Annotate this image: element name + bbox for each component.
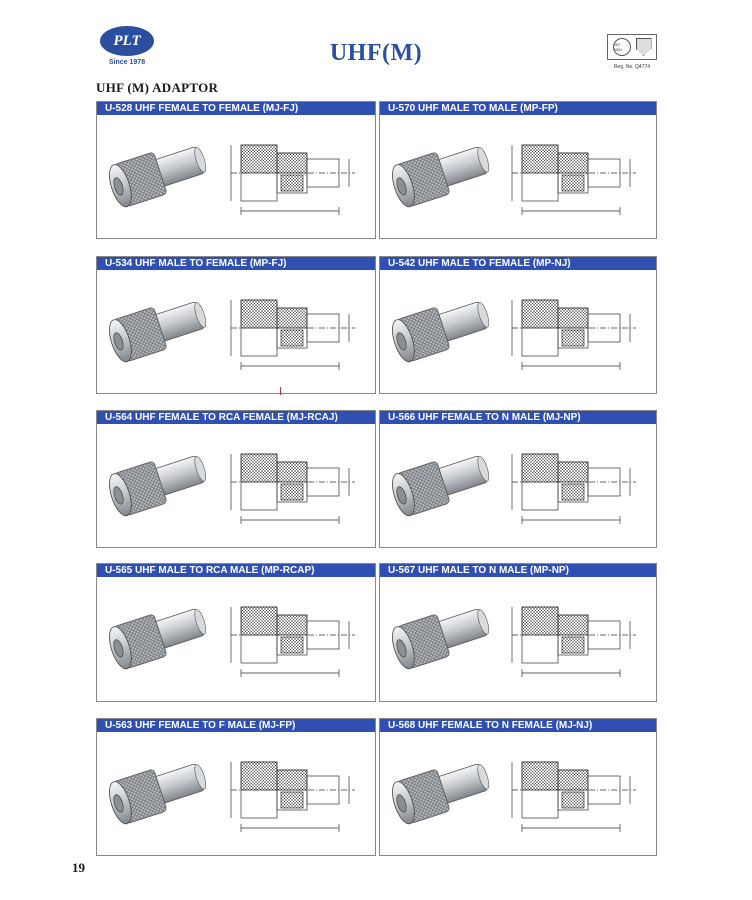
product-body <box>97 270 375 393</box>
product-body <box>380 732 656 855</box>
product-body <box>97 115 375 238</box>
connector-photo <box>388 587 498 687</box>
page-title: UHF(M) <box>329 40 423 66</box>
technical-drawing <box>223 585 363 685</box>
product-panel <box>379 410 657 548</box>
technical-drawing <box>223 123 363 223</box>
product-panel <box>96 410 376 548</box>
technical-drawing <box>223 278 363 378</box>
product-title: U-528 UHF FEMALE TO FEMALE (MJ-FJ) <box>97 102 375 115</box>
product-title: U-564 UHF FEMALE TO RCA FEMALE (MJ-RCAJ) <box>97 411 375 424</box>
technical-drawing <box>223 740 363 840</box>
connector-photo <box>105 587 215 687</box>
product-body <box>380 424 656 547</box>
product-panel <box>96 718 376 856</box>
connector-photo <box>388 280 498 380</box>
connector-photo <box>105 434 215 534</box>
product-title: U-567 UHF MALE TO N MALE (MP-NP) <box>380 564 656 577</box>
technical-drawing <box>504 432 644 532</box>
certification-badge <box>607 34 657 60</box>
shield-icon <box>636 38 652 56</box>
page-number: 19 <box>72 860 85 875</box>
product-title: U-568 UHF FEMALE TO N FEMALE (MJ-NJ) <box>380 719 656 732</box>
product-panel <box>379 256 657 394</box>
iso-seal-icon: ISO 9001 <box>613 38 631 56</box>
product-panel <box>96 563 376 702</box>
product-body <box>380 115 656 238</box>
connector-photo <box>105 125 215 225</box>
product-title: U-563 UHF FEMALE TO F MALE (MJ-FP) <box>97 719 375 732</box>
product-panel <box>379 101 657 239</box>
product-panel <box>96 256 376 394</box>
product-body <box>380 577 656 701</box>
product-body <box>97 424 375 547</box>
product-title: U-565 UHF MALE TO RCA MALE (MP-RCAP) <box>97 564 375 577</box>
connector-photo <box>388 125 498 225</box>
product-panel <box>379 718 657 856</box>
technical-drawing <box>504 585 644 685</box>
product-body <box>97 732 375 855</box>
section-heading: UHF (M) ADAPTOR <box>96 80 219 95</box>
product-title: U-542 UHF MALE TO FEMALE (MP-NJ) <box>380 257 656 270</box>
product-body <box>97 577 375 701</box>
product-title: U-534 UHF MALE TO FEMALE (MP-FJ) <box>97 257 375 270</box>
stray-mark <box>280 387 281 395</box>
connector-photo <box>105 742 215 842</box>
technical-drawing <box>504 740 644 840</box>
product-body <box>380 270 656 393</box>
product-panel <box>96 101 376 239</box>
technical-drawing <box>223 432 363 532</box>
connector-photo <box>388 742 498 842</box>
connector-photo <box>388 434 498 534</box>
technical-drawing <box>504 278 644 378</box>
logo-since: Since 1978 <box>108 59 146 66</box>
cert-registration: Reg. No. Q4774 <box>613 64 651 70</box>
product-title: U-570 UHF MALE TO MALE (MP-FP) <box>380 102 656 115</box>
product-title: U-566 UHF FEMALE TO N MALE (MJ-NP) <box>380 411 656 424</box>
connector-photo <box>105 280 215 380</box>
technical-drawing <box>504 123 644 223</box>
product-panel <box>379 563 657 702</box>
logo-mark: PLT <box>100 26 154 56</box>
